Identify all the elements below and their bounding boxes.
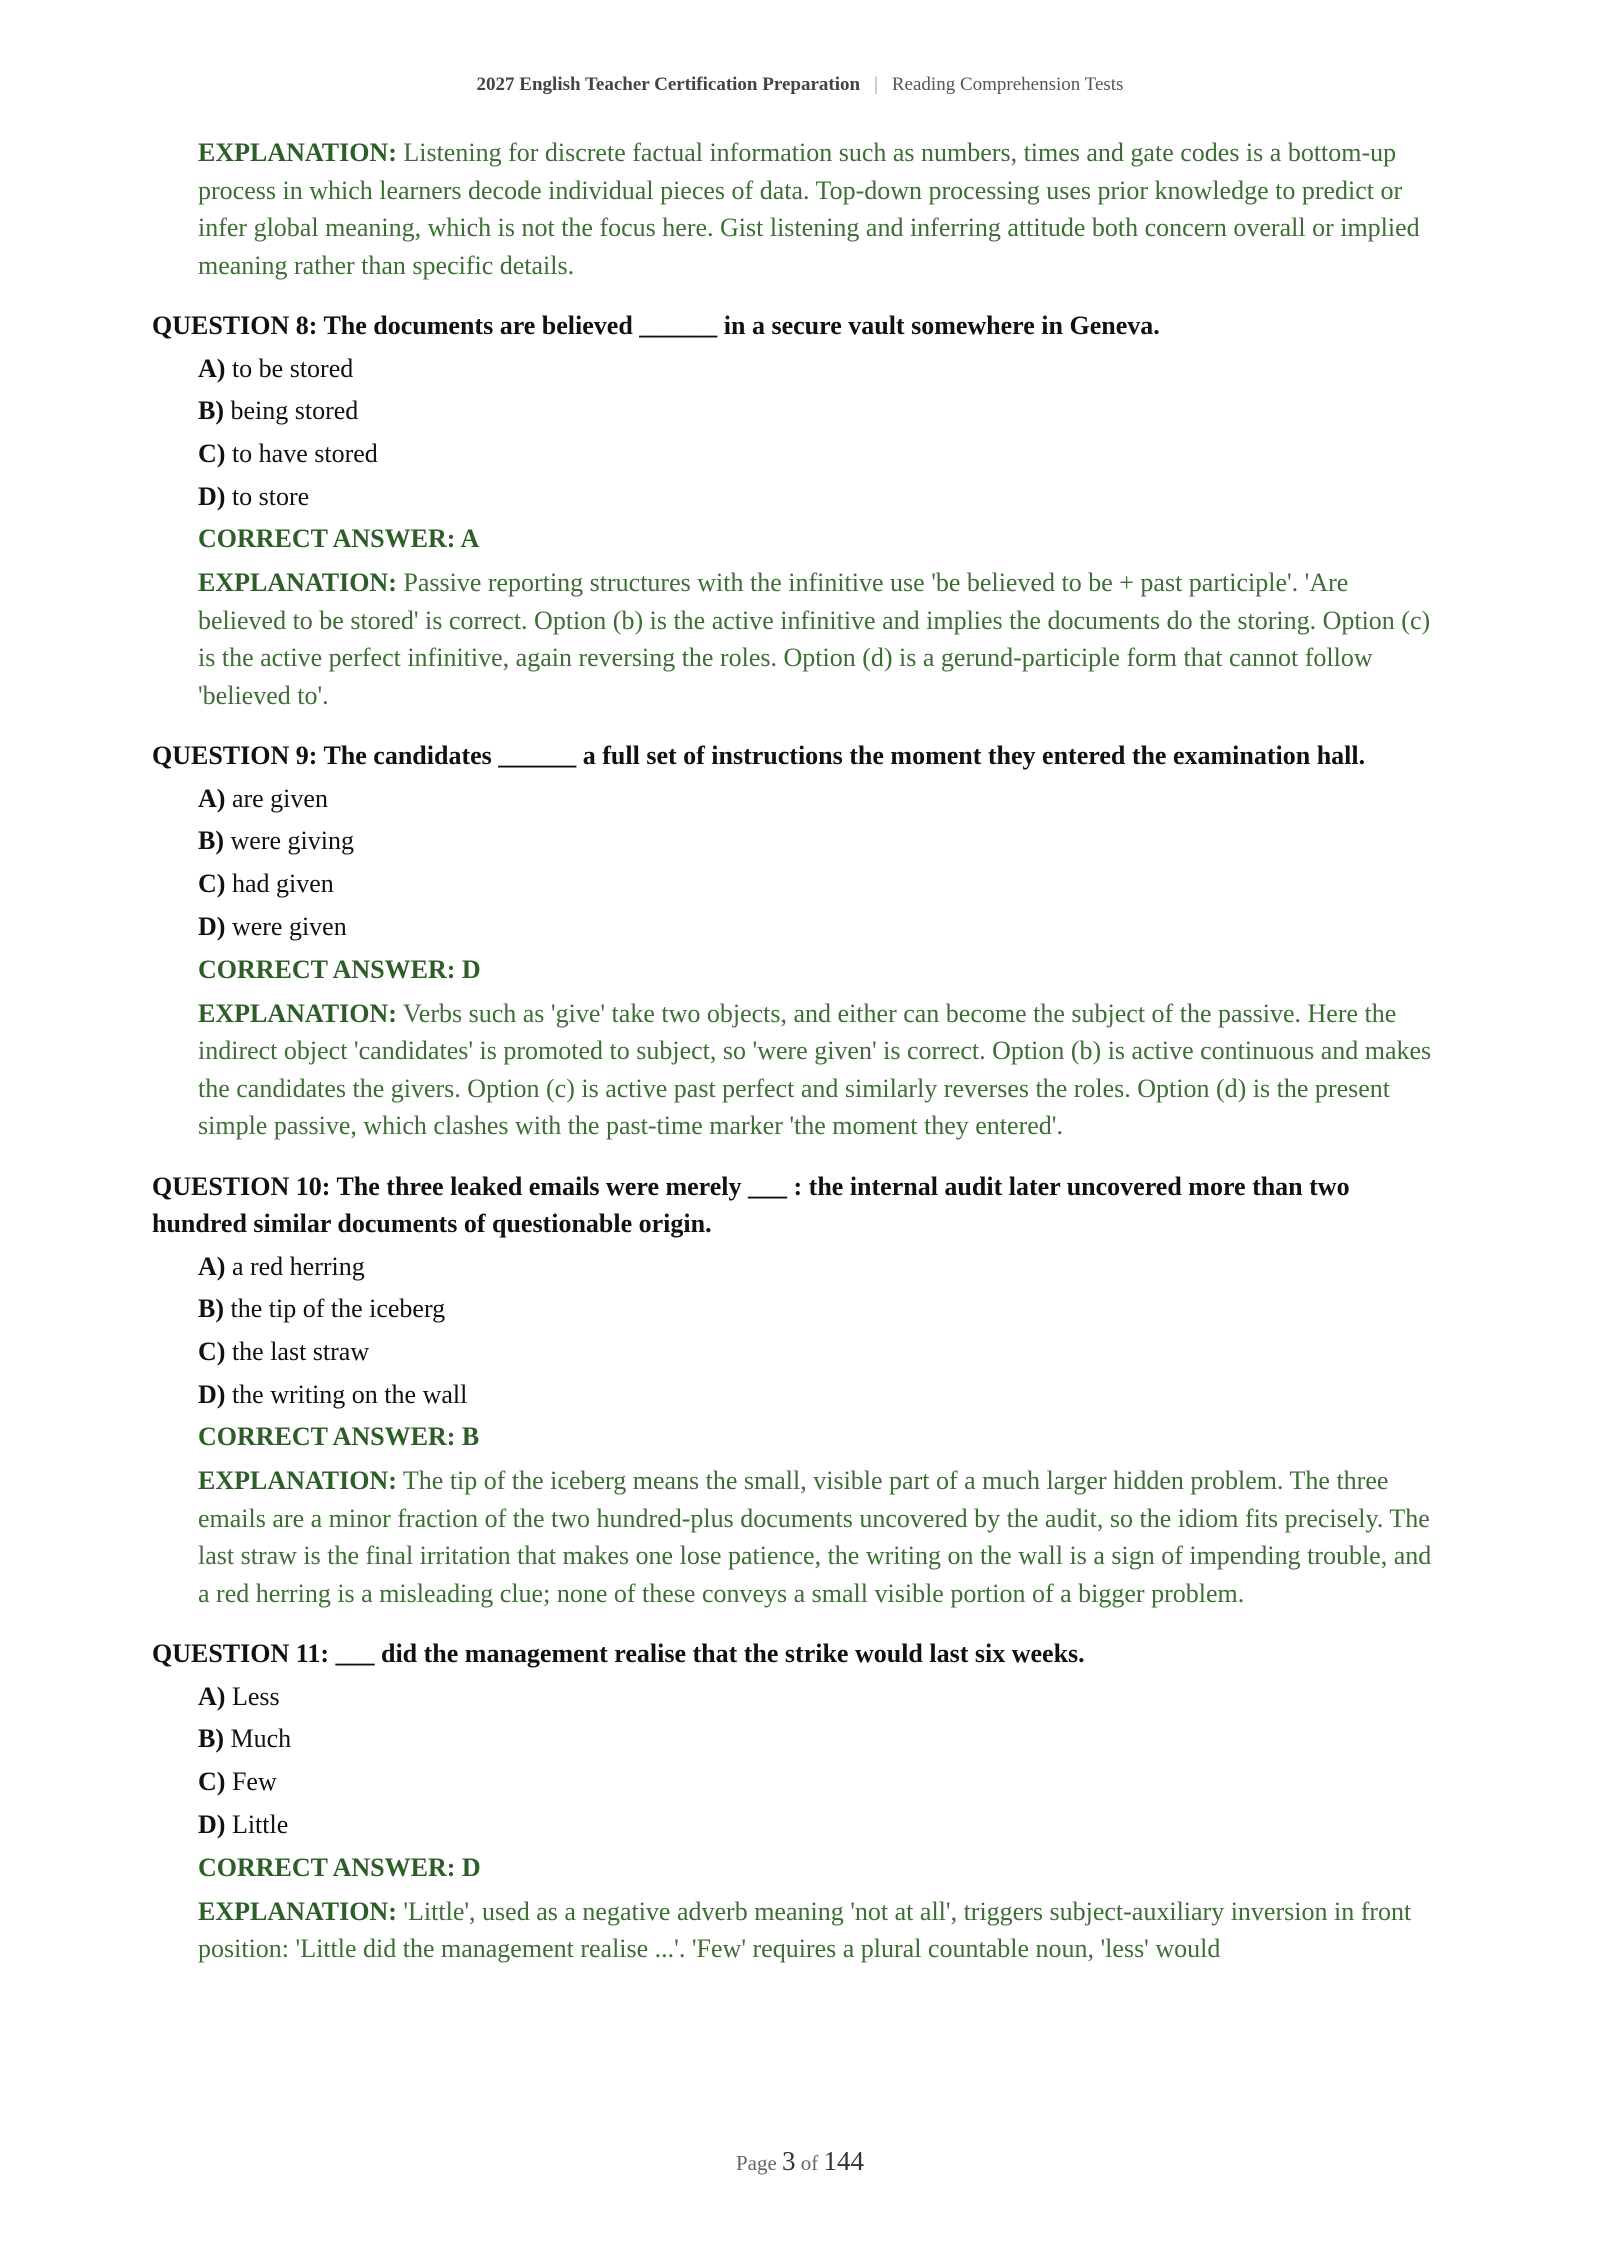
option-c [198,439,1440,482]
option-text: to store [231,481,310,511]
explanation-text: 'Little', used as a negative adverb meaning 'not at all', triggers subject-auxiliary inversion in front position: 'Little did the management realise ...'. 'Few' requires a plural countable noun, 'less' would [198,1896,1412,1963]
option-a [198,1252,1440,1295]
question-text: ___ did the management realise that the strike would last six weeks. [335,1639,1085,1669]
explanation [198,1893,1440,1968]
option-letter: D) [198,911,226,941]
header-subtitle: Reading Comprehension Tests [891,74,1124,95]
option-a [198,784,1440,827]
header-separator: | [874,74,878,95]
option-letter: C) [198,1767,226,1797]
option-letter: B) [198,396,224,426]
option-a [198,1682,1440,1725]
question-text: The three leaked emails were merely ___ : the internal audit later uncovered more than two hundred similar documents of questionable origin. [152,1171,1350,1238]
explanation [198,564,1440,714]
question-label: QUESTION 8: [152,311,318,340]
option-text: a red herring [231,1251,365,1281]
option-text: to have stored [231,438,378,468]
question-stem [152,307,1440,345]
question-block [152,307,1440,714]
of-word: of [800,2151,819,2175]
option-text: Less [231,1681,280,1711]
explanation-label: EXPLANATION: [198,568,397,598]
option-b [198,1724,1440,1767]
option-text: the last straw [231,1336,370,1366]
question-block [152,1168,1440,1613]
question-stem [152,1635,1440,1673]
correct-answer: CORRECT ANSWER: D [198,1852,481,1882]
option-c [198,1767,1440,1810]
explanation [198,1462,1440,1612]
option-b [198,1294,1440,1337]
option-letter: D) [198,1809,226,1839]
option-letter: A) [198,783,226,813]
option-list [198,1252,1440,1423]
correct-answer: CORRECT ANSWER: A [198,524,480,554]
option-letter: D) [198,1379,226,1409]
explanation-text: Listening for discrete factual information such as numbers, times and gate codes is a bottom-up process in which learners decode individual pieces of data. Top-down processing uses prior knowledge to predict or infer global meaning, which is not the focus here. Gist listening and inferring attitude both concern overall or implied meaning rather than specific details. [198,138,1420,280]
correct-answer: CORRECT ANSWER: D [198,954,481,984]
option-letter: A) [198,1681,226,1711]
option-text: had given [231,869,334,899]
question-block [152,737,1440,1144]
option-list [198,354,1440,525]
explanation-text: The tip of the iceberg means the small, visible part of a much larger hidden problem. The three emails are a minor fraction of the two hundred-plus documents uncovered by the audit, so the idiom fits precisely. The last straw is the final irritation that makes one lose patience, the writing on the wall is a sign of impending trouble, and a red herring is a misleading clue; none of these conveys a small visible portion of a bigger problem. [198,1466,1432,1608]
intro-explanation [198,134,1440,284]
total-pages: 144 [823,2146,865,2176]
option-text: being stored [230,396,359,426]
option-letter: B) [198,826,224,856]
option-letter: C) [198,1336,226,1366]
explanation-label: EXPLANATION: [198,998,397,1028]
option-list [198,784,1440,955]
option-d [198,1810,1440,1853]
question-text: The candidates ______ a full set of instructions the moment they entered the examination hall. [323,741,1366,771]
page-number: 3 [782,2146,796,2176]
document-body [152,134,1440,1968]
explanation [198,995,1440,1145]
explanation-text: Verbs such as 'give' take two objects, and either can become the subject of the passive. Here the indirect object 'candidates' is promoted to subject, so 'were given' is correct. Option (b) is active continuous and makes the candidates the givers. Option (c) is active past perfect and similarly reverses the roles. Option (d) is the present simple passive, which clashes with the past-time marker 'the moment they entered'. [198,998,1432,1140]
option-text: were giving [230,826,354,856]
option-text: are given [231,783,328,813]
option-letter: B) [198,1724,224,1754]
explanation-label: EXPLANATION: [198,1466,397,1496]
option-list [198,1682,1440,1853]
option-text: to be stored [231,353,354,383]
option-d [198,482,1440,525]
option-letter: A) [198,353,226,383]
header-title: 2027 English Teacher Certification Preparation [476,74,861,95]
option-text: were given [231,911,347,941]
question-stem [152,1168,1440,1243]
option-text: Little [231,1809,289,1839]
option-letter: B) [198,1294,224,1324]
explanation-label: EXPLANATION: [198,138,397,167]
option-letter: D) [198,481,226,511]
question-stem [152,737,1440,775]
option-b [198,396,1440,439]
question-label: QUESTION 10: [152,1171,331,1201]
explanation-text: Passive reporting structures with the infinitive use 'be believed to be + past participle'. 'Are believed to be stored' is correct. Option (b) is the active infinitive and implies the documents do the storing. Option (c) is the active perfect infinitive, again reversing the roles. Option (d) is a gerund-participle form that cannot follow 'believed to'. [198,568,1431,710]
correct-answer: CORRECT ANSWER: B [198,1422,480,1452]
option-a [198,354,1440,397]
option-d [198,1380,1440,1423]
question-label: QUESTION 11: [152,1639,329,1669]
option-text: Few [231,1767,277,1797]
option-c [198,869,1440,912]
option-letter: A) [198,1251,226,1281]
option-letter: C) [198,438,226,468]
question-text: The documents are believed ______ in a secure vault somewhere in Geneva. [323,311,1160,340]
option-text: Much [230,1724,292,1754]
option-d [198,912,1440,955]
page-header [0,74,1600,96]
question-block [152,1635,1440,1967]
question-label: QUESTION 9: [152,741,318,771]
option-letter: C) [198,869,226,899]
option-c [198,1337,1440,1380]
page-word: Page [735,2151,777,2175]
option-b [198,826,1440,869]
explanation-label: EXPLANATION: [198,1896,397,1926]
option-text: the writing on the wall [231,1379,468,1409]
page-footer [0,2146,1600,2177]
option-text: the tip of the iceberg [230,1294,446,1324]
